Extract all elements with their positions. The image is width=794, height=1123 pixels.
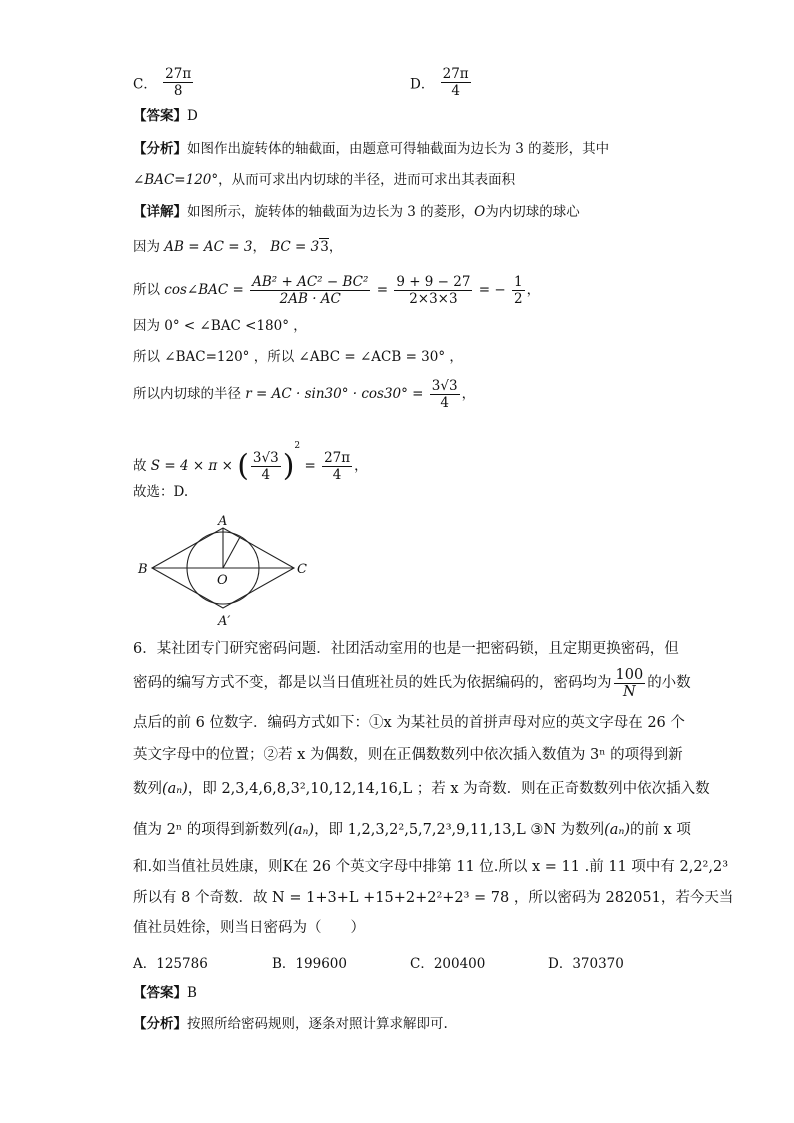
- comma: ，: [328, 239, 343, 255]
- radius-numerator: 3√3: [431, 378, 458, 394]
- sequence-an: (aₙ): [162, 781, 188, 797]
- area-result-numerator: 27π: [324, 450, 351, 466]
- radius-prefix: 所以内切球的半径: [133, 386, 241, 402]
- option-c-denominator: 8: [173, 83, 183, 99]
- q5-answer: [133, 106, 198, 126]
- area-expression: S = 4 × π ×: [150, 458, 233, 474]
- equals: =: [304, 458, 316, 474]
- q6-text-5a: 数列: [133, 781, 162, 797]
- q5-range-line: [133, 316, 307, 336]
- area-fraction: [251, 450, 281, 483]
- q6-text-2a: 密码的编写方式不变，都是以当日值班社员的姓氏为依据编码的，密码均为: [133, 675, 612, 691]
- detail-tag: 【详解】: [133, 204, 187, 220]
- q6-line-8: [133, 888, 733, 908]
- option-d-label: D．: [410, 76, 435, 93]
- cos-numerator-3: 1: [513, 274, 523, 290]
- label-o: O: [217, 573, 228, 588]
- q6-option-c: C．200400: [410, 956, 486, 972]
- q6-text-5b: ，即 2,3,4,6,8,3²,10,12,14,16,L ；若 x 为奇数．则在正奇数数列中依次插入数: [187, 781, 710, 797]
- answer-value: D: [187, 108, 198, 124]
- q6-text-7: 和.如当值社员姓康，则K在 26 个英文字母中排第 11 位.所以 x = 11 .前 11 项中有 2,2²,2³: [133, 859, 729, 875]
- q6-text-2b: 的小数: [647, 675, 691, 691]
- q6-text-6b: ，即 1,2,3,2²,5,7,2³,9,11,13,L ③N 为数列: [314, 822, 605, 838]
- left-paren: (: [237, 448, 249, 484]
- cos-denominator-1: 2AB · AC: [279, 291, 341, 307]
- q6-text-9: 值社员姓徐，则当日密码为（ ）: [133, 920, 365, 936]
- area-result-fraction: [322, 450, 352, 483]
- option-c-fraction: [163, 66, 193, 99]
- q6-line-2: [133, 664, 691, 702]
- answer-tag: 【答案】: [133, 985, 187, 1001]
- sequence-an: (aₙ): [604, 822, 630, 838]
- cos-denominator-2: 2×3×3: [409, 291, 458, 307]
- label-b: B: [138, 562, 148, 577]
- q6-text-6c: 的前 x 项: [629, 822, 691, 838]
- q5-analysis-line-2: [133, 170, 515, 190]
- q6-line-6: [133, 820, 691, 840]
- q6-option-b: B．199600: [272, 956, 347, 972]
- option-c: [133, 66, 195, 99]
- q5-because-line: [133, 237, 342, 257]
- q6-analysis: [133, 1014, 448, 1034]
- q6-text-3: 点后的前 6 位数字．编码方式如下：①x 为某社员的首拼声母对应的英文字母在 26 个: [133, 715, 685, 731]
- answer-value: B: [187, 985, 197, 1001]
- choose-text: 故选：D.: [133, 484, 189, 500]
- q6-option-d: D．370370: [548, 956, 624, 972]
- q5-radius-line: [133, 376, 475, 412]
- q6-line-4: [133, 745, 683, 765]
- cos-numerator-2: 9 + 9 − 27: [396, 274, 471, 290]
- sequence-an: (aₙ): [288, 822, 315, 838]
- answer-tag: 【答案】: [133, 108, 187, 124]
- option-c-label: C．: [133, 76, 157, 93]
- analysis-tag: 【分析】: [133, 1016, 187, 1032]
- angle-expression: ∠BAC=120°: [133, 172, 219, 188]
- comma: ，: [252, 239, 266, 255]
- q6-text-6a: 值为 2ⁿ 的项得到新数列: [133, 822, 289, 838]
- option-d: [410, 66, 473, 99]
- sqrt-three: 3: [320, 239, 329, 255]
- angles-text: 所以 ∠BAC=120° ，所以 ∠ABC = ∠ACB = 30° ，: [133, 349, 463, 365]
- q6-numerator: 100: [615, 666, 644, 683]
- q6-line-5: [133, 779, 710, 799]
- center-o: O: [474, 204, 486, 220]
- so-word: 所以: [133, 282, 160, 298]
- radius-tangent: [223, 537, 240, 568]
- area-numerator: 3√3: [252, 450, 279, 466]
- cos-fraction-3: [512, 274, 525, 307]
- radius-expression: r = AC · sin30° · cos30° =: [245, 386, 424, 402]
- q5-area-line: [133, 424, 368, 489]
- q6-line-3: [133, 713, 685, 733]
- analysis-text-1: 如图作出旋转体的轴截面，由题意可得轴截面为边长为 3 的菱形，其中: [187, 141, 610, 157]
- option-d-numerator: 27π: [442, 66, 469, 82]
- analysis-text-2: ，从而可求出内切球的半径，进而可求出其表面积: [218, 172, 516, 188]
- q6-option-a: A．125786: [133, 956, 208, 972]
- square-exponent: 2: [294, 441, 301, 451]
- cos-numerator-1: AB² + AC² − BC²: [252, 274, 369, 290]
- cos-denominator-3: 2: [513, 291, 523, 307]
- q5-cos-line: [133, 272, 540, 308]
- equals-minus: = −: [478, 282, 506, 298]
- q6-text-8: 所以有 8 个奇数．故 N = 1+3+L +15+2+2²+2³ = 78 ，所以密码为 282051，若今天当: [133, 890, 734, 906]
- because-word: 因为: [133, 239, 160, 255]
- option-c-numerator: 27π: [165, 66, 192, 82]
- cos-fraction-1: [250, 274, 370, 307]
- detail-text-1-end: 为内切球的球心: [485, 204, 580, 220]
- analysis-text: 按照所给密码规则，逐条对照计算求解即可.: [187, 1016, 448, 1032]
- q5-detail-line-1: [133, 202, 580, 222]
- option-d-denominator: 4: [451, 83, 460, 99]
- comma: ，: [461, 386, 476, 402]
- analysis-tag: 【分析】: [133, 141, 187, 157]
- q6-text-1: 6．某社团专门研究密码问题．社团活动室用的也是一把密码锁，且定期更换密码，但: [133, 641, 679, 657]
- cos-lhs: cos∠BAC =: [164, 282, 244, 298]
- q6-text-4: 英文字母中的位置；②若 x 为偶数，则在正偶数数列中依次插入数值为 3ⁿ 的项得到新: [133, 747, 683, 763]
- side-equation: AB = AC = 3: [164, 239, 253, 255]
- q6-line-1: [133, 639, 679, 659]
- cos-fraction-2: [394, 274, 472, 307]
- option-d-fraction: [441, 66, 471, 99]
- q6-line-7: [133, 857, 728, 877]
- comma: ，: [526, 282, 541, 298]
- detail-text-1: 如图所示，旋转体的轴截面为边长为 3 的菱形，: [187, 204, 475, 220]
- label-c: C: [297, 562, 307, 577]
- comma: ，: [354, 458, 368, 474]
- therefore-word: 故: [133, 458, 147, 474]
- label-a: A: [218, 514, 228, 529]
- area-result-denominator: 4: [332, 467, 342, 483]
- q6-denominator: N: [623, 683, 636, 700]
- range-text: 因为 0° < ∠BAC <180° ，: [133, 318, 307, 334]
- radius-fraction: [430, 378, 460, 411]
- equals: =: [376, 282, 389, 298]
- radius-denominator: 4: [440, 395, 449, 411]
- area-denominator: 4: [261, 467, 271, 483]
- q6-fraction: [614, 667, 646, 700]
- q5-analysis-line-1: [133, 139, 609, 159]
- q5-angles-line: [133, 347, 463, 367]
- right-paren: ): [282, 448, 295, 484]
- q6-answer: [133, 983, 197, 1003]
- label-a-prime: A′: [218, 614, 231, 629]
- q6-line-9: [133, 918, 365, 938]
- bc-equation: BC = 3: [270, 239, 320, 255]
- rhombus-figure: [130, 510, 320, 630]
- q5-choose-line: [133, 482, 188, 502]
